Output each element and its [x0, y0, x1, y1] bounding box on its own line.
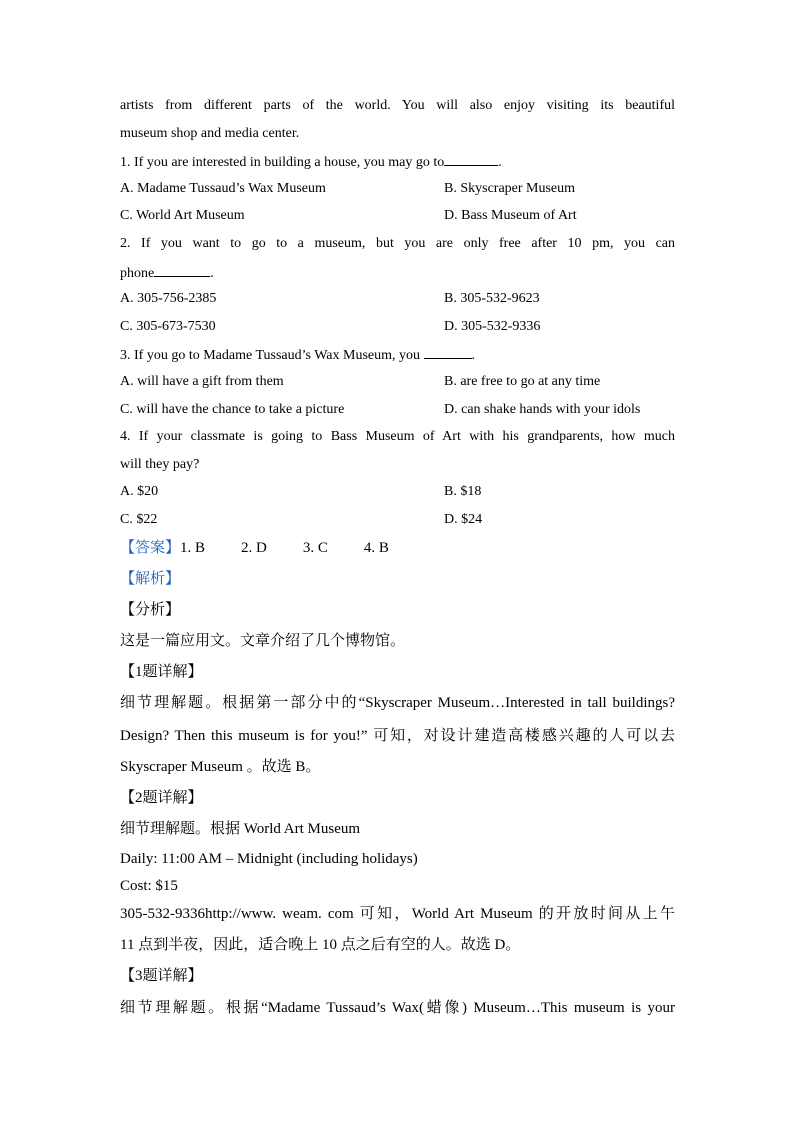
option-a: A. will have a gift from them — [120, 374, 284, 389]
option-d: D. can shake hands with your idols — [444, 402, 641, 417]
option-a: A. 305-756-2385 — [120, 291, 217, 306]
answer-item: 3. C — [302, 540, 328, 556]
answer-item: 2. D — [241, 540, 267, 556]
option-a: A. $20 — [120, 484, 159, 499]
answer-tag: 【答案】 — [120, 540, 181, 556]
q1-detail-text: Design? Then this museum is for you!” 可知，对设计建造高楼感兴趣的人可以去 — [120, 728, 675, 744]
answer-blank — [424, 345, 472, 359]
answer-item: 1. B — [180, 540, 206, 556]
question-2-stem: 2. If you want to go to a museum, but you are only free after 10 pm, you can — [120, 236, 675, 251]
option-c: C. 305-673-7530 — [120, 319, 216, 334]
q2-detail-text: 11 点到半夜，因此，适合晚上 10 点之后有空的人。故选 D。 — [120, 937, 521, 953]
option-b: B. Skyscraper Museum — [444, 181, 576, 196]
option-d: D. 305-532-9336 — [444, 319, 541, 334]
q1-detail-heading: 【1题详解】 — [120, 664, 203, 680]
answer-item: 4. B — [363, 540, 389, 556]
q2-detail-text: Cost: $15 — [120, 878, 178, 894]
passage-line: museum shop and media center. — [120, 126, 300, 141]
fenxi-heading: 【分析】 — [120, 602, 181, 618]
option-c: C. will have the chance to take a picture — [120, 402, 345, 417]
q1-detail-text: 细节理解题。根据第一部分中的“Skyscraper Museum…Interested in tall buildings? — [120, 695, 675, 711]
q2-detail-heading: 【2题详解】 — [120, 790, 203, 806]
q2-detail-text: 305-532-9336http://www. weam. com 可知，World Art Museum 的开放时间从上午 — [120, 906, 675, 922]
answer-blank — [154, 263, 210, 277]
q2-detail-text: Daily: 11:00 AM – Midnight (including holidays) — [120, 851, 418, 867]
option-b: B. are free to go at any time — [444, 374, 601, 389]
question-2-stem-cont — [120, 263, 675, 283]
q3-detail-text: 细节理解题。根据“Madame Tussaud’s Wax(蜡像) Museum…This museum is your — [120, 1000, 675, 1016]
analysis-summary: 这是一篇应用文。文章介绍了几个博物馆。 — [120, 633, 406, 649]
jiexi-heading: 【解析】 — [120, 571, 181, 587]
question-3-stem — [120, 345, 675, 365]
option-c: C. World Art Museum — [120, 208, 245, 223]
q1-detail-text: Skyscraper Museum 。故选 B。 — [120, 759, 321, 775]
question-stem-end: . — [498, 155, 502, 170]
question-stem-end: . — [210, 266, 214, 281]
question-stem-text: 1. If you are interested in building a house, you may go to — [120, 155, 445, 170]
question-4-stem-cont: will they pay? — [120, 457, 200, 472]
question-stem-end: . — [471, 348, 476, 363]
answer-blank — [444, 152, 498, 166]
option-a: A. Madame Tussaud’s Wax Museum — [120, 181, 326, 196]
option-d: D. Bass Museum of Art — [444, 208, 577, 223]
option-b: B. 305-532-9623 — [444, 291, 540, 306]
option-b: B. $18 — [444, 484, 482, 499]
option-c: C. $22 — [120, 512, 158, 527]
answer-line — [120, 538, 675, 558]
question-4-stem: 4. If your classmate is going to Bass Museum of Art with his grandparents, how much — [120, 429, 675, 444]
question-1-stem — [120, 152, 675, 172]
option-d: D. $24 — [444, 512, 483, 527]
q3-detail-heading: 【3题详解】 — [120, 968, 203, 984]
q2-detail-text: 细节理解题。根据 World Art Museum — [120, 821, 361, 837]
question-stem-text: 3. If you go to Madame Tussaud’s Wax Museum, you — [120, 348, 421, 363]
passage-line: artists from different parts of the world. You will also enjoy visiting its beautiful — [120, 98, 675, 113]
question-stem-text: phone — [120, 266, 155, 281]
